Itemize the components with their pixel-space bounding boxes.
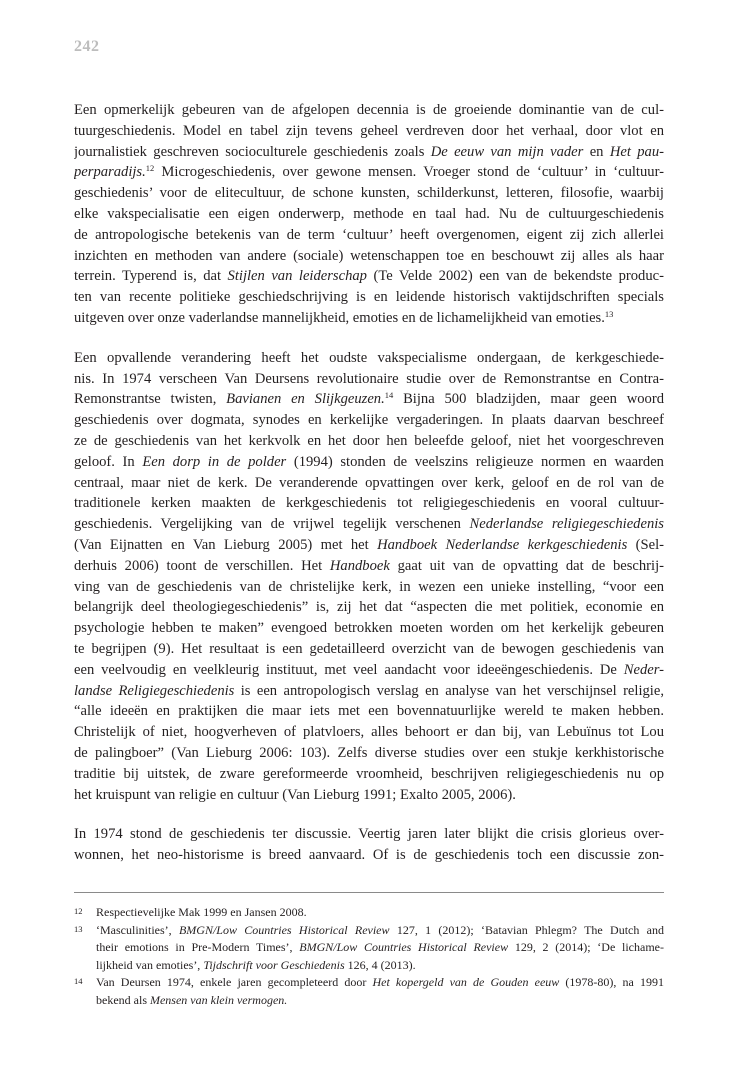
italic-title: Een dorp in de polder [142, 453, 287, 470]
italic-title: BMGN/Low Countries Historical Review [299, 940, 509, 954]
text-line: Een opvallende verandering heeft het oudste vakspecialisme ondergaan, de kerkgeschiede- [74, 349, 664, 366]
italic-title: perparadijs. [74, 164, 146, 181]
text-line: tuurgeschiedenis. Model en tabel zijn tevens geheel verdreven door het verhaal, door vlot en [74, 122, 664, 139]
text-line: geschiedenis’ voor de elitecultuur, de schone kunsten, schilderkunst, letteren, filosofie, waarbij [74, 185, 664, 202]
footnotes [74, 904, 664, 1009]
footnote-line: Van Deursen 1974, enkele jaren gecompleteerd door Het kopergeld van de Gouden eeuw (1978-80), na 1991 [96, 975, 664, 989]
text-line: het kruispunt van religie en cultuur (Van Lieburg 1991; Exalto 2005, 2006). [74, 786, 516, 803]
text-line: ten van recente politieke geschiedschrijving is en leidende historisch vaktijdschriften specials [74, 289, 664, 306]
text-line: te begrijpen (9). Het resultaat is een gedetailleerd overzicht van de bewogen geschiedenis van [74, 640, 664, 657]
text-line: psychologie hebben te maken” evengoed betrokken moeten worden om het kerkelijk gebeuren [74, 620, 664, 637]
italic-title: Het kopergeld van de Gouden eeuw [372, 975, 560, 989]
text-line: ving van de geschiedenis van de christelijke kerk, in wezen een unieke instelling, “voor een [74, 578, 664, 595]
text-line: de palingboer” (Van Lieburg 2006: 103). Zelfs diverse studies over een stukje kerkhistorische [74, 744, 664, 761]
text-line: Remonstrantse twisten, Bavianen en Slijkgeuzen.$^{14}$ Bijna 500 bladzijden, maar geen woord [74, 390, 664, 408]
italic-title: Tijdschrift voor Geschiedenis [203, 957, 345, 972]
italic-title: Stijlen van leiderschap [227, 268, 367, 285]
italic-title: Mensen van klein vermogen. [149, 992, 288, 1007]
paragraph-gap [74, 329, 664, 348]
text-line: de antropologische betekenis van de term ‘cultuur’ heeft overgenomen, eigent zij zich allerlei [74, 226, 664, 243]
footnote-line: bekend als Mensen van klein vermogen. [96, 992, 288, 1007]
text-line: belangrijk deel theologiegeschiedenis” is, zij het dat “aspecten die met politiek, economie en [74, 599, 664, 616]
text-line: centraal, maar niet de kerk. De veranderende opvattingen over kerk, geloof en de rol van de [74, 474, 664, 491]
text-line: geloof. In Een dorp in de polder (1994) stonden de veelszins religieuze normen en waarden [74, 453, 664, 470]
footnote-number: 12 [74, 906, 83, 916]
footnote-line: lijkheid van emoties’, Tijdschrift voor Geschiedenis 126, 4 (2013). [96, 957, 416, 972]
paragraph [74, 824, 664, 866]
italic-title: Bavianen en Slijkgeuzen. [226, 391, 385, 408]
text-line: wonnen, het neo-historisme is breed aanvaard. Of is de geschiedenis toch een discussie zon- [74, 847, 664, 864]
footnote-divider [74, 892, 664, 893]
text-line: “alle ideeën en praktijken die maar iets met een bovennatuurlijke wereld te maken hebben. [74, 703, 664, 720]
text-line: uitgeven over onze vaderlandse mannelijkheid, emoties en de lichamelijkheid van emoties.$^{13}$ [74, 308, 614, 326]
footnote-ref: 13 [604, 308, 614, 319]
footnote-number: 13 [74, 923, 83, 934]
text-line: Een opmerkelijk gebeuren van de afgelopen decennia is de groeiende dominantie van de cul- [74, 102, 664, 118]
italic-title: landse Religiegeschiedenis [74, 682, 235, 699]
italic-title: De eeuw van mijn vader [430, 143, 584, 160]
text-line: derhuis 2006) toont de verschillen. Het Handboek gaat uit van de opvatting dat de beschrij- [74, 557, 664, 574]
text-line: landse Religiegeschiedenis is een antropologisch verslag en analyse van het verschijnsel religie, [74, 682, 664, 699]
footnote-ref: 12 [145, 163, 155, 174]
footnote-ref: 14 [384, 390, 394, 401]
text-line: terrein. Typerend is, dat Stijlen van leiderschap (Te Velde 2002) een van de bekendste produc- [74, 268, 664, 285]
footnote-line: ‘Masculinities’, BMGN/Low Countries Historical Review 127, 1 (2012); ‘Batavian Phlegm? The Dutch and [96, 922, 664, 937]
italic-title: Het pau- [609, 143, 664, 160]
footnote [74, 904, 664, 922]
footnote-number: 14 [74, 976, 83, 986]
italic-title: Handboek [329, 557, 390, 574]
footnote-line: their emotions in Pre-Modern Times’, BMGN/Low Countries Historical Review 129, 2 (2014); ‘De lichame- [96, 940, 664, 954]
page-number: 242 [74, 38, 100, 55]
text-line: een veelvoudig en veelkleurig instituut, met veel aandacht voor ideeëngeschiedenis. De Neder- [74, 661, 664, 678]
text-line: journalistiek geschreven socioculturele geschiedenis zoals De eeuw van mijn vader en Het pau- [74, 143, 664, 160]
paragraph [74, 348, 664, 806]
text-line: nis. In 1974 verscheen Van Deursens revolutionaire studie over de Remonstrantse en Contra- [74, 370, 664, 387]
text-line: geschiedenis. Vergelijking van de vrijwel tegelijk verschenen Nederlandse religiegeschiedenis [74, 516, 664, 533]
text-line: traditie bij uitstek, de zware gereformeerde vroomheid, beschrijven religiegeschiedenis nu op [74, 765, 664, 782]
paragraph [74, 100, 664, 329]
italic-title: Neder- [623, 661, 664, 678]
text-line: Christelijk of niet, hoogverheven of platvloers, alles behoort er dan bij, van Lebuïnus tot Lou [74, 724, 664, 741]
body-text [74, 100, 664, 866]
text-line: (Van Eijnatten en Van Lieburg 2005) met het Handboek Nederlandse kerkgeschiedenis (Sel- [74, 536, 664, 553]
italic-title: Nederlandse religiegeschiedenis [469, 516, 664, 533]
paragraph-gap [74, 805, 664, 824]
text-line: inzichten en methoden van andere (sociale) wetenschappen toe en beschouwt zij alles als haar [74, 247, 664, 264]
footnote-line: Respectievelijke Mak 1999 en Jansen 2008. [96, 905, 307, 919]
text-line: geschiedenis over dogmata, synodes en kerkelijke vergaderingen. In plaats daarvan beschreef [74, 412, 664, 429]
text-line: traditionele kerken maakten de kerkgeschiedenis tot religiegeschiedenis en vooral cultuur- [74, 495, 664, 512]
text-line: perparadijs.$^{12}$ Microgeschiedenis, over gewone mensen. Vroeger stond de ‘cultuur’ in ‘cultuur- [74, 163, 664, 181]
footnote [74, 922, 664, 975]
text-line: In 1974 stond de geschiedenis ter discussie. Veertig jaren later blijkt die crisis glorieus over- [74, 826, 664, 843]
footnote [74, 974, 664, 1009]
text-line: ze de geschiedenis van het kerkvolk en het door hen beleefde geloof, niet het voorgeschreven [74, 432, 664, 449]
italic-title: BMGN/Low Countries Historical Review [178, 922, 390, 937]
italic-title: Handboek Nederlandse kerkgeschiedenis [377, 536, 628, 553]
text-line: elke vakspecialisatie een eigen onderwerp, methode en taal had. Nu de cultuurgeschiedenis [74, 205, 664, 222]
